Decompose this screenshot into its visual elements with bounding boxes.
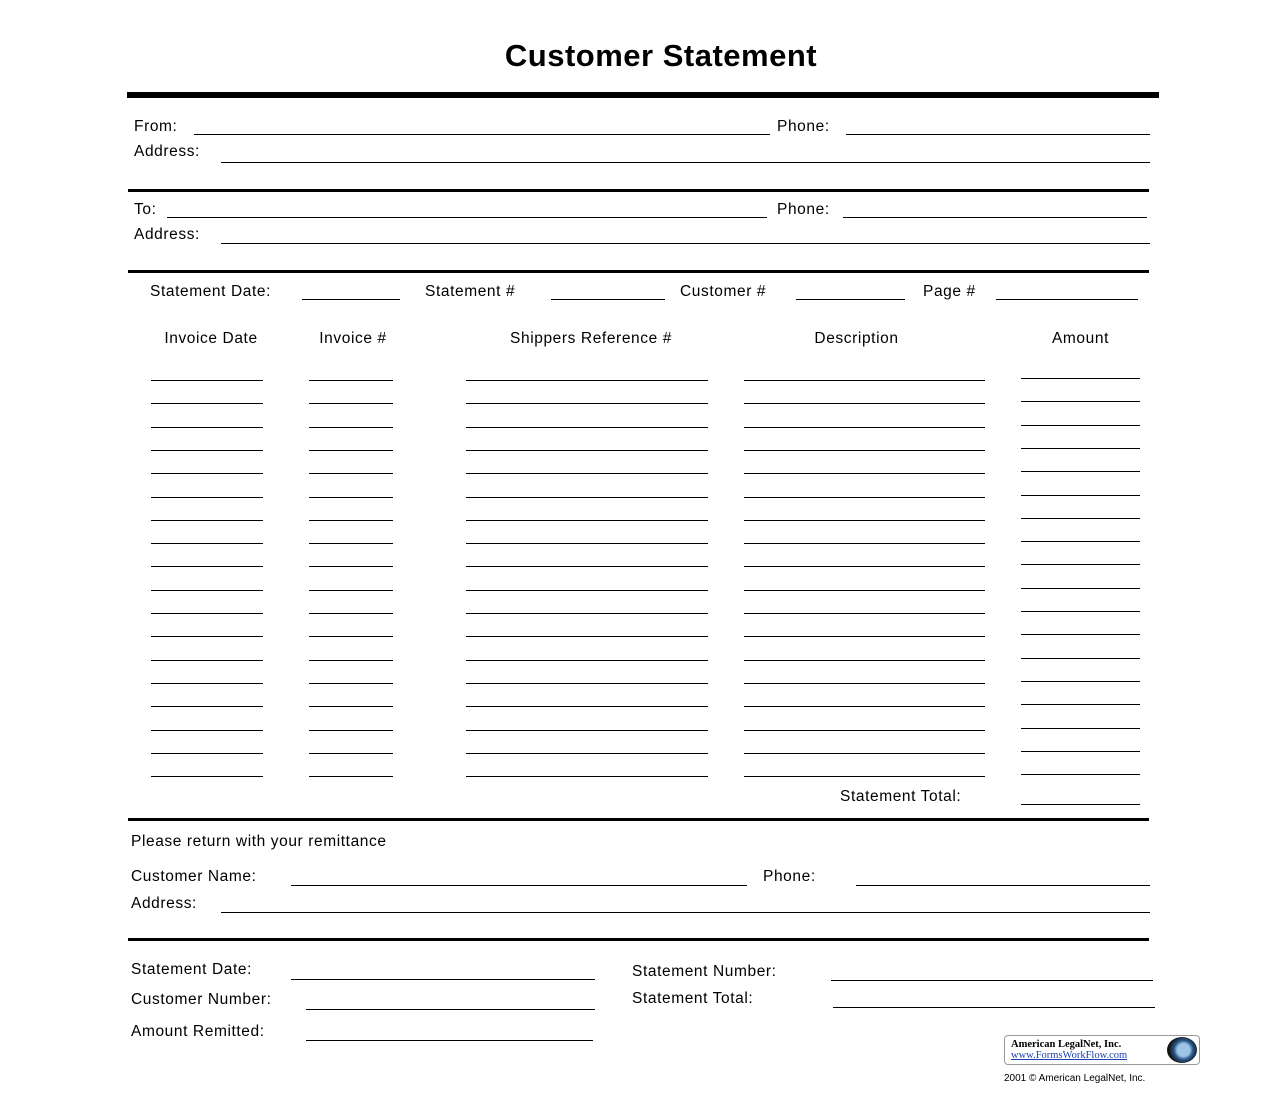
description-field[interactable]: [744, 566, 985, 567]
customer-name-field[interactable]: [291, 885, 747, 886]
invoice-number-field[interactable]: [309, 427, 393, 428]
to-phone-field[interactable]: [843, 217, 1147, 218]
shippers-reference-field[interactable]: [466, 730, 708, 731]
invoice-date-field[interactable]: [151, 566, 263, 567]
amount-field[interactable]: [1021, 704, 1140, 705]
title-divider: [127, 92, 1159, 98]
page-number-field[interactable]: [996, 299, 1138, 300]
amount-field[interactable]: [1021, 401, 1140, 402]
shippers-reference-field[interactable]: [466, 473, 708, 474]
invoice-number-field[interactable]: [309, 613, 393, 614]
copyright-text: 2001 © American LegalNet, Inc.: [1004, 1073, 1146, 1084]
amount-remitted-field[interactable]: [306, 1040, 593, 1041]
invoice-number-field[interactable]: [309, 753, 393, 754]
description-field[interactable]: [744, 636, 985, 637]
summary-statement-number-field[interactable]: [831, 980, 1153, 981]
from-address-field[interactable]: [221, 162, 1150, 163]
customer-number-field[interactable]: [796, 299, 905, 300]
invoice-date-field[interactable]: [151, 450, 263, 451]
amount-field[interactable]: [1021, 518, 1140, 519]
invoice-number-field[interactable]: [309, 730, 393, 731]
remittance-phone-field[interactable]: [856, 885, 1150, 886]
globe-icon: [1167, 1037, 1197, 1063]
summary-statement-number-label: Statement Number:: [632, 963, 777, 980]
column-header-description: Description: [814, 330, 899, 347]
summary-statement-total-label: Statement Total:: [632, 990, 754, 1007]
invoice-number-field[interactable]: [309, 543, 393, 544]
statement-total-field[interactable]: [1021, 804, 1140, 805]
to-address-label: Address:: [134, 226, 200, 243]
from-address-label: Address:: [134, 143, 200, 160]
description-field[interactable]: [744, 497, 985, 498]
amount-field[interactable]: [1021, 728, 1140, 729]
description-field[interactable]: [744, 660, 985, 661]
american-legalnet-logo: [1004, 1035, 1200, 1065]
invoice-date-field[interactable]: [151, 380, 263, 381]
description-field[interactable]: [744, 450, 985, 451]
shippers-reference-field[interactable]: [466, 660, 708, 661]
summary-statement-date-field[interactable]: [291, 979, 595, 980]
shippers-reference-field[interactable]: [466, 613, 708, 614]
from-label: From:: [134, 118, 178, 135]
invoice-number-field[interactable]: [309, 706, 393, 707]
invoice-number-field[interactable]: [309, 660, 393, 661]
invoice-number-field[interactable]: [309, 473, 393, 474]
logo-company-name: American LegalNet, Inc.: [1011, 1039, 1122, 1050]
amount-field[interactable]: [1021, 681, 1140, 682]
amount-field[interactable]: [1021, 495, 1140, 496]
logo-website-link[interactable]: www.FormsWorkFlow.com: [1011, 1050, 1128, 1061]
from-phone-field[interactable]: [846, 134, 1150, 135]
remittance-heading: Please return with your remittance: [131, 833, 387, 850]
description-field[interactable]: [744, 730, 985, 731]
shippers-reference-field[interactable]: [466, 636, 708, 637]
description-field[interactable]: [744, 590, 985, 591]
amount-field[interactable]: [1021, 425, 1140, 426]
description-field[interactable]: [744, 520, 985, 521]
shippers-reference-field[interactable]: [466, 543, 708, 544]
invoice-date-field[interactable]: [151, 613, 263, 614]
shippers-reference-field[interactable]: [466, 590, 708, 591]
description-field[interactable]: [744, 543, 985, 544]
amount-field[interactable]: [1021, 774, 1140, 775]
divider: [128, 818, 1149, 821]
statement-total-label: Statement Total:: [840, 788, 962, 805]
invoice-number-field[interactable]: [309, 380, 393, 381]
shippers-reference-field[interactable]: [466, 450, 708, 451]
invoice-date-field[interactable]: [151, 497, 263, 498]
invoice-number-field[interactable]: [309, 497, 393, 498]
divider: [128, 270, 1149, 273]
divider: [128, 189, 1149, 192]
shippers-reference-field[interactable]: [466, 497, 708, 498]
amount-field[interactable]: [1021, 378, 1140, 379]
amount-field[interactable]: [1021, 634, 1140, 635]
customer-number-label: Customer #: [680, 283, 767, 300]
invoice-number-field[interactable]: [309, 450, 393, 451]
statement-number-label: Statement #: [425, 283, 516, 300]
invoice-date-field[interactable]: [151, 636, 263, 637]
column-header-amount: Amount: [1051, 330, 1110, 347]
statement-number-field[interactable]: [551, 299, 665, 300]
shippers-reference-field[interactable]: [466, 427, 708, 428]
invoice-date-field[interactable]: [151, 543, 263, 544]
invoice-date-field[interactable]: [151, 730, 263, 731]
shippers-reference-field[interactable]: [466, 520, 708, 521]
column-header-shippers-reference: Shippers Reference #: [510, 330, 672, 347]
shippers-reference-field[interactable]: [466, 706, 708, 707]
description-field[interactable]: [744, 683, 985, 684]
column-header-invoice-number: Invoice #: [319, 330, 387, 347]
invoice-number-field[interactable]: [309, 776, 393, 777]
invoice-date-field[interactable]: [151, 706, 263, 707]
invoice-date-field[interactable]: [151, 473, 263, 474]
statement-date-label: Statement Date:: [150, 283, 272, 300]
remittance-address-label: Address:: [131, 895, 197, 912]
description-field[interactable]: [744, 613, 985, 614]
amount-remitted-label: Amount Remitted:: [131, 1023, 265, 1040]
shippers-reference-field[interactable]: [466, 776, 708, 777]
customer-name-label: Customer Name:: [131, 868, 257, 885]
invoice-date-field[interactable]: [151, 753, 263, 754]
invoice-number-field[interactable]: [309, 520, 393, 521]
invoice-number-field[interactable]: [309, 636, 393, 637]
invoice-date-field[interactable]: [151, 520, 263, 521]
amount-field[interactable]: [1021, 471, 1140, 472]
shippers-reference-field[interactable]: [466, 753, 708, 754]
description-field[interactable]: [744, 753, 985, 754]
invoice-date-field[interactable]: [151, 590, 263, 591]
summary-statement-total-field[interactable]: [833, 1007, 1155, 1008]
to-address-field[interactable]: [221, 243, 1150, 244]
divider: [128, 938, 1149, 941]
invoice-date-field[interactable]: [151, 660, 263, 661]
page-title: Customer Statement: [504, 38, 818, 73]
from-field[interactable]: [194, 134, 770, 135]
description-field[interactable]: [744, 403, 985, 404]
invoice-date-field[interactable]: [151, 776, 263, 777]
to-field[interactable]: [167, 217, 767, 218]
description-field[interactable]: [744, 380, 985, 381]
amount-field[interactable]: [1021, 611, 1140, 612]
shippers-reference-field[interactable]: [466, 566, 708, 567]
summary-statement-date-label: Statement Date:: [131, 961, 253, 978]
shippers-reference-field[interactable]: [466, 403, 708, 404]
description-field[interactable]: [744, 706, 985, 707]
column-header-invoice-date: Invoice Date: [164, 330, 258, 347]
amount-field[interactable]: [1021, 564, 1140, 565]
invoice-number-field[interactable]: [309, 683, 393, 684]
summary-customer-number-label: Customer Number:: [131, 991, 272, 1008]
remittance-phone-label: Phone:: [763, 868, 816, 885]
amount-field[interactable]: [1021, 751, 1140, 752]
amount-field[interactable]: [1021, 588, 1140, 589]
description-field[interactable]: [744, 776, 985, 777]
invoice-date-field[interactable]: [151, 427, 263, 428]
to-label: To:: [134, 201, 157, 218]
invoice-number-field[interactable]: [309, 566, 393, 567]
amount-field[interactable]: [1021, 658, 1140, 659]
to-phone-label: Phone:: [777, 201, 830, 218]
description-field[interactable]: [744, 427, 985, 428]
amount-field[interactable]: [1021, 448, 1140, 449]
from-phone-label: Phone:: [777, 118, 830, 135]
shippers-reference-field[interactable]: [466, 380, 708, 381]
page-number-label: Page #: [923, 283, 976, 300]
description-field[interactable]: [744, 473, 985, 474]
summary-customer-number-field[interactable]: [306, 1009, 595, 1010]
remittance-address-field[interactable]: [221, 912, 1150, 913]
invoice-number-field[interactable]: [309, 590, 393, 591]
invoice-date-field[interactable]: [151, 683, 263, 684]
invoice-number-field[interactable]: [309, 403, 393, 404]
invoice-date-field[interactable]: [151, 403, 263, 404]
statement-date-field[interactable]: [302, 299, 400, 300]
shippers-reference-field[interactable]: [466, 683, 708, 684]
amount-field[interactable]: [1021, 541, 1140, 542]
